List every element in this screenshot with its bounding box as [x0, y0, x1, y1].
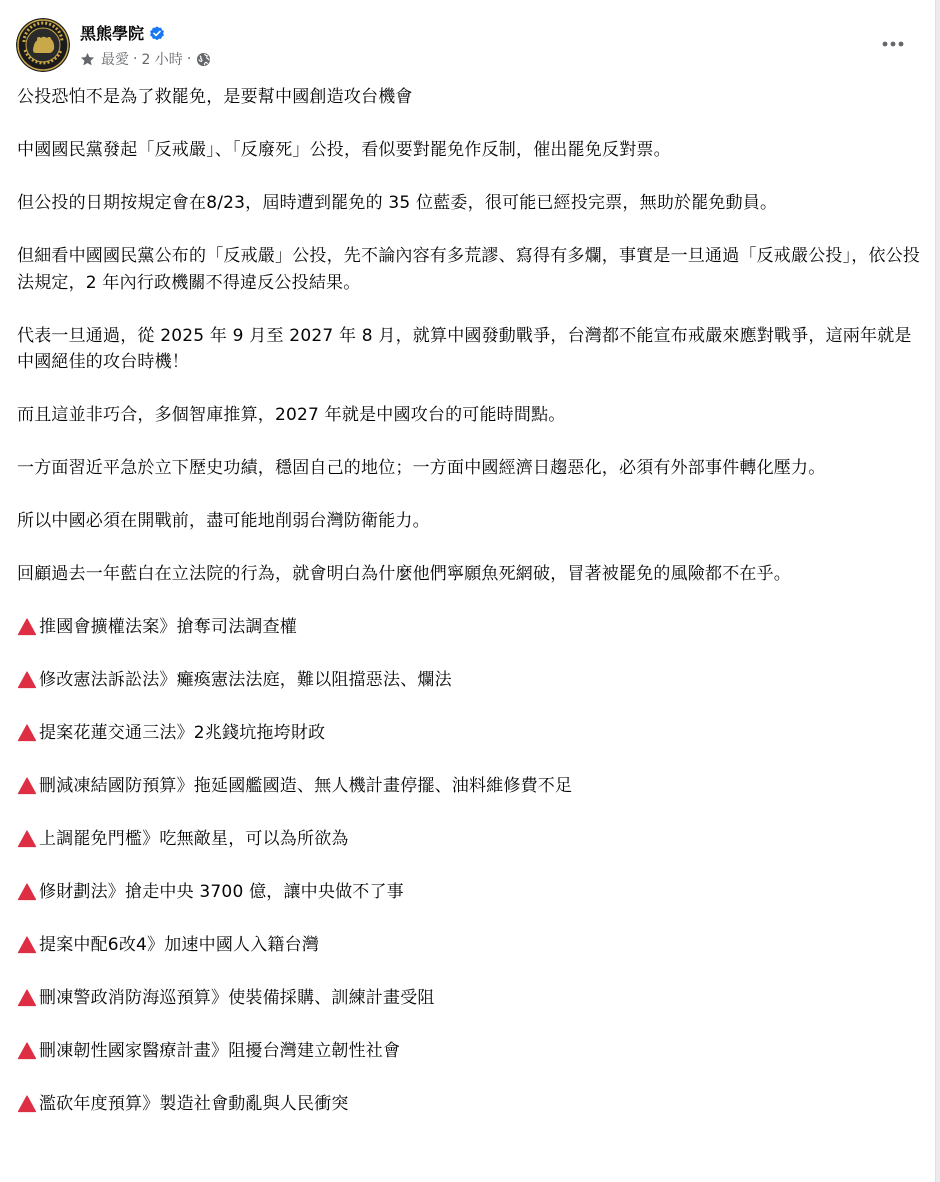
list-item-text: 提案中配6改4》加速中國人入籍台灣: [39, 935, 320, 955]
post-paragraph: 代表一旦通過，從 2025 年 9 月至 2027 年 8 月，就算中國發動戰爭，台灣都不能宣布戒嚴來應對戰爭，這兩年就是中國絕佳的攻台時機！: [17, 325, 912, 372]
list-item-text: 濫砍年度預算》製造社會動亂與人民衝突: [39, 1094, 349, 1114]
red-triangle-icon: [17, 776, 37, 796]
post-paragraph: 公投恐怕不是為了救罷免，是要幫中國創造攻台機會: [17, 87, 413, 107]
list-item: [17, 1091, 923, 1118]
post-meta: [80, 49, 211, 69]
list-item-text: 刪凍警政消防海巡預算》使裝備採購、訓練計畫受阻: [39, 988, 435, 1008]
author-name-text[interactable]: 黑熊學院: [80, 24, 145, 43]
post-paragraph: 一方面習近平急於立下歷史功績，穩固自己的地位；一方面中國經濟日趨惡化，必須有外部事件轉化壓力。: [17, 458, 826, 478]
meta-separator: ·: [133, 51, 138, 67]
meta-separator: ·: [186, 51, 192, 67]
verified-badge-icon: [149, 25, 165, 41]
red-triangle-icon: [17, 988, 37, 1008]
red-triangle-icon: [17, 670, 37, 690]
page-logo-icon: [16, 18, 70, 72]
more-horizontal-icon: [881, 40, 905, 48]
post-header: [16, 18, 919, 74]
more-options-button[interactable]: [875, 26, 911, 62]
list-item: [17, 985, 923, 1012]
post-paragraph: 但細看中國國民黨公布的「反戒嚴」公投，先不論內容有多荒謬、寫得有多爛，事實是一旦通過「反戒嚴公投」，依公投法規定，2 年內行政機關不得違反公投結果。: [17, 246, 921, 293]
post-paragraph: 回顧過去一年藍白在立法院的行為，就會明白為什麼他們寧願魚死網破，冒著被罷免的風險都不在乎。: [17, 564, 791, 584]
list-item-text: 推國會擴權法案》搶奪司法調查權: [39, 617, 297, 637]
list-item-text: 提案花蓮交通三法》2兆錢坑拖垮財政: [39, 723, 326, 743]
list-item: [17, 826, 923, 853]
globe-icon[interactable]: [196, 52, 211, 67]
author-name[interactable]: [80, 21, 165, 44]
red-triangle-icon: [17, 1094, 37, 1114]
list-item: [17, 720, 923, 747]
post-paragraph: 而且這並非巧合，多個智庫推算，2027 年就是中國攻台的可能時間點。: [17, 405, 566, 425]
list-item-text: 刪凍韌性國家醫療計畫》阻擾台灣建立韌性社會: [39, 1041, 401, 1061]
red-triangle-icon: [17, 935, 37, 955]
favorite-star-icon: [80, 52, 95, 67]
list-item: [17, 1038, 923, 1065]
red-triangle-icon: [17, 829, 37, 849]
red-triangle-icon: [17, 1041, 37, 1061]
red-triangle-icon: [17, 882, 37, 902]
list-item-text: 修改憲法訴訟法》癱瘓憲法法庭，難以阻擋惡法、爛法: [39, 670, 452, 690]
red-triangle-icon: [17, 617, 37, 637]
post-paragraph: 所以中國必須在開戰前，盡可能地削弱台灣防衛能力。: [17, 511, 430, 531]
post-paragraph: 中國國民黨發起「反戒嚴」、「反廢死」公投，看似要對罷免作反制，催出罷免反對票。: [17, 140, 671, 160]
list-item: [17, 773, 923, 800]
audience-label[interactable]: 最愛: [101, 52, 129, 68]
list-item-text: 上調罷免門檻》吃無敵星，可以為所欲為: [39, 829, 349, 849]
list-item: [17, 667, 923, 694]
post-body: [17, 84, 923, 1144]
avatar[interactable]: [16, 18, 70, 72]
list-item: [17, 932, 923, 959]
list-item-text: 修財劃法》搶走中央 3700 億，讓中央做不了事: [39, 882, 404, 902]
red-triangle-icon: [17, 723, 37, 743]
post-paragraph: 但公投的日期按規定會在8/23，屆時遭到罷免的 35 位藍委，很可能已經投完票，無助於罷免動員。: [17, 193, 778, 213]
post-time[interactable]: 2 小時: [141, 52, 183, 68]
list-item: [17, 614, 923, 641]
list-item: [17, 879, 923, 906]
list-item-text: 刪減凍結國防預算》拖延國艦國造、無人機計畫停擺、油料維修費不足: [39, 776, 573, 796]
